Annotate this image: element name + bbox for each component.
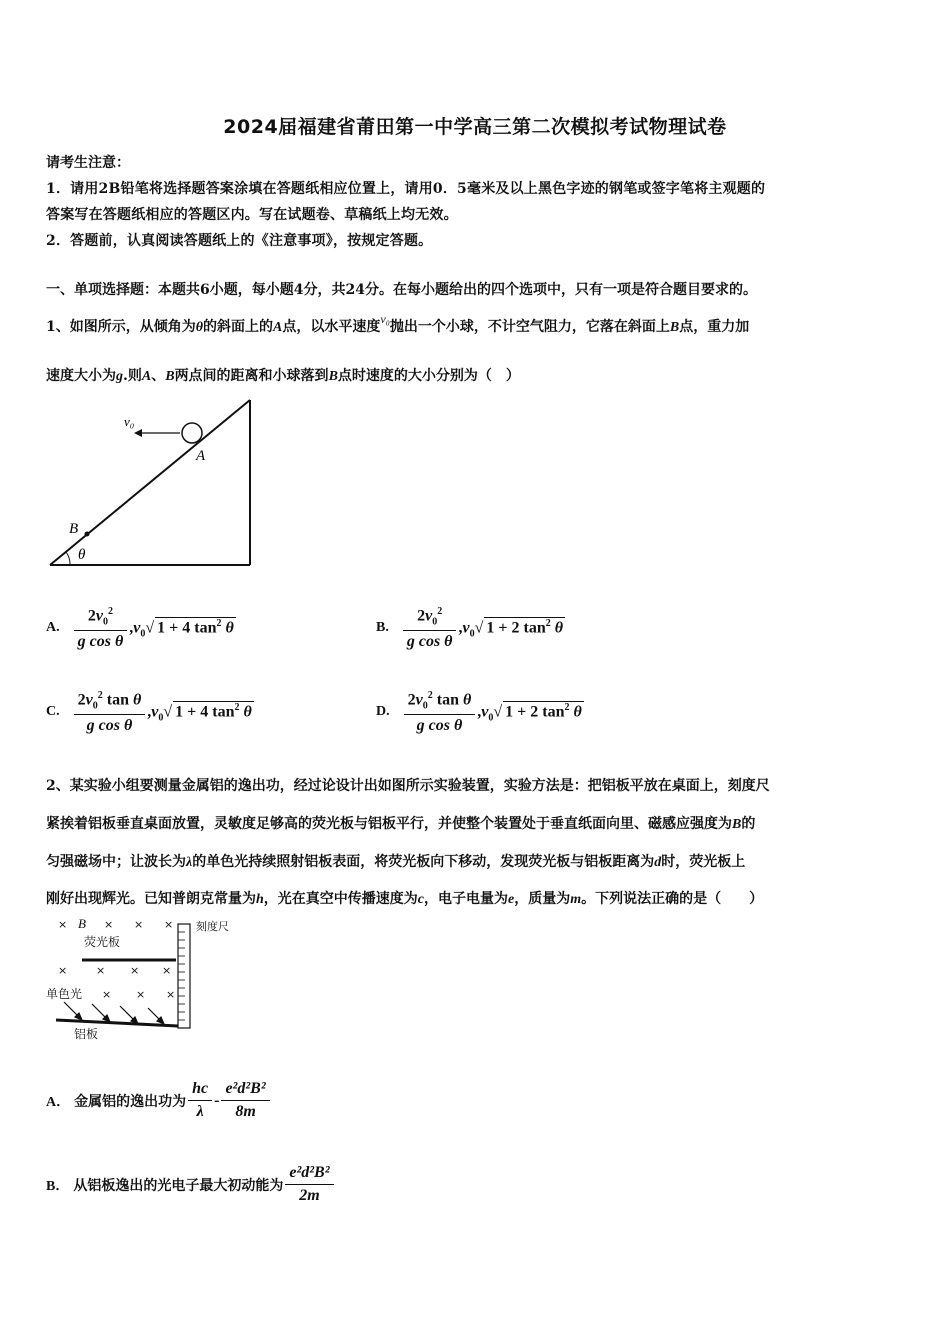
svg-text:×: × <box>96 964 106 977</box>
fig-theta-label: θ <box>78 547 86 563</box>
fig-b-label: B <box>78 916 86 931</box>
q2-option-a[interactable]: A． 金属铝的逸出功为 $\frac{hc}{\lambda}$ - $\frac{\text{e²d²B²}}{8m}$ <box>46 1080 272 1121</box>
ruler-label: 刻度尺 <box>196 920 229 933</box>
svg-text:×: × <box>136 988 146 1001</box>
notice-item-2: 2．答题前，认真阅读答题纸上的《注意事项》，按规定答题。 <box>46 233 433 249</box>
cross-mark: × <box>58 918 68 931</box>
q2-line-1: 2、某实验小组要测量金属铝的逸出功，经过论设计出如图所示实验装置，实验方法是：把铝板平放在桌面上，刻度尺 <box>46 778 770 794</box>
fig-v0-label: v₀ <box>124 414 135 429</box>
svg-text:×: × <box>164 918 174 931</box>
svg-text:×: × <box>166 988 176 1001</box>
svg-text:×: × <box>130 964 140 977</box>
q2-line-2: 紧挨着铝板垂直桌面放置，灵敏度足够高的荧光板与铝板平行，并使整个装置处于垂直纸面向里、磁感应强度为B的 <box>46 816 756 832</box>
fig-a-label: A <box>196 448 206 464</box>
light-label: 单色光 <box>46 987 83 1001</box>
fig-b-label: B <box>69 521 79 537</box>
notice-item-1b: 答案写在答题纸相应的答题区内。写在试题卷、草稿纸上均无效。 <box>46 207 458 223</box>
svg-text:×: × <box>162 964 172 977</box>
svg-text:×: × <box>134 918 144 931</box>
q1-option-a[interactable]: A. $\frac{2v_0^2}{\text{g cos θ}}$ $,v_0√$ 1 + 4 $\tan^2 \theta$ <box>46 606 234 650</box>
svg-text:×: × <box>58 964 68 977</box>
q2-option-b[interactable]: B． 从铝板逸出的光电子最大初动能为 $\frac{\text{e²d²B²}}{2m}$ <box>46 1164 336 1205</box>
screen-label: 荧光板 <box>84 935 121 949</box>
point-b <box>85 532 90 537</box>
q1-line-1: 1、如图所示，从倾角为θ的斜面上的A点，以水平速度v₀抛出一个小球，不计空气阻力，它落在斜面上B点，重力加 <box>46 312 750 335</box>
apparatus-diagram <box>44 914 229 1044</box>
q2-line-3: 匀强磁场中；让波长为λ的单色光持续照射铝板表面，将荧光板向下移动，发现荧光板与铝板距离为d时，荧光板上 <box>46 854 746 870</box>
q1-line-2: 速度大小为g.则A、B两点间的距离和小球落到B点时速度的大小分别为（ ） <box>46 368 520 384</box>
svg-text:×: × <box>104 918 114 931</box>
ball <box>182 423 202 443</box>
page-title: 2024届福建省莆田第一中学高三第二次模拟考试物理试卷 <box>223 116 727 138</box>
notice-heading: 请考生注意： <box>46 155 130 171</box>
svg-text:×: × <box>102 988 112 1001</box>
plate-label: 铝板 <box>74 1027 99 1041</box>
incline-slope <box>50 400 250 565</box>
section-heading: 一、单项选择题：本题共6小题，每小题4分，共24分。在每小题给出的四个选项中，只有一项是符合题目要求的。 <box>46 282 757 298</box>
q1-option-c[interactable]: C. $\frac{2v_0^2 \tan \theta}{\text{g cos θ}}$ $,v_0√$ 1 + 4 $\tan^2 \theta$ <box>46 690 252 734</box>
q1-option-b[interactable]: B. $\frac{2v_0^2}{\text{g cos θ}}$ $,v_0√$ 1 + 2 $\tan^2 \theta$ <box>376 606 564 650</box>
incline-diagram <box>40 392 260 572</box>
q1-option-d[interactable]: D. $\frac{2v_0^2 \tan \theta}{\text{g cos θ}}$ $,v_0√$ 1 + 2 $\tan^2 \theta$ <box>376 690 582 734</box>
ruler <box>178 924 190 1028</box>
notice-item-1a: 1．请用2B铅笔将选择题答案涂填在答题纸相应位置上，请用0．5毫米及以上黑色字迹的钢笔或签字笔将主观题的 <box>46 181 766 197</box>
q2-line-4: 刚好出现辉光。已知普朗克常量为h，光在真空中传播速度为c，电子电量为e，质量为m。下列说法正确的是（ ） <box>46 891 764 907</box>
